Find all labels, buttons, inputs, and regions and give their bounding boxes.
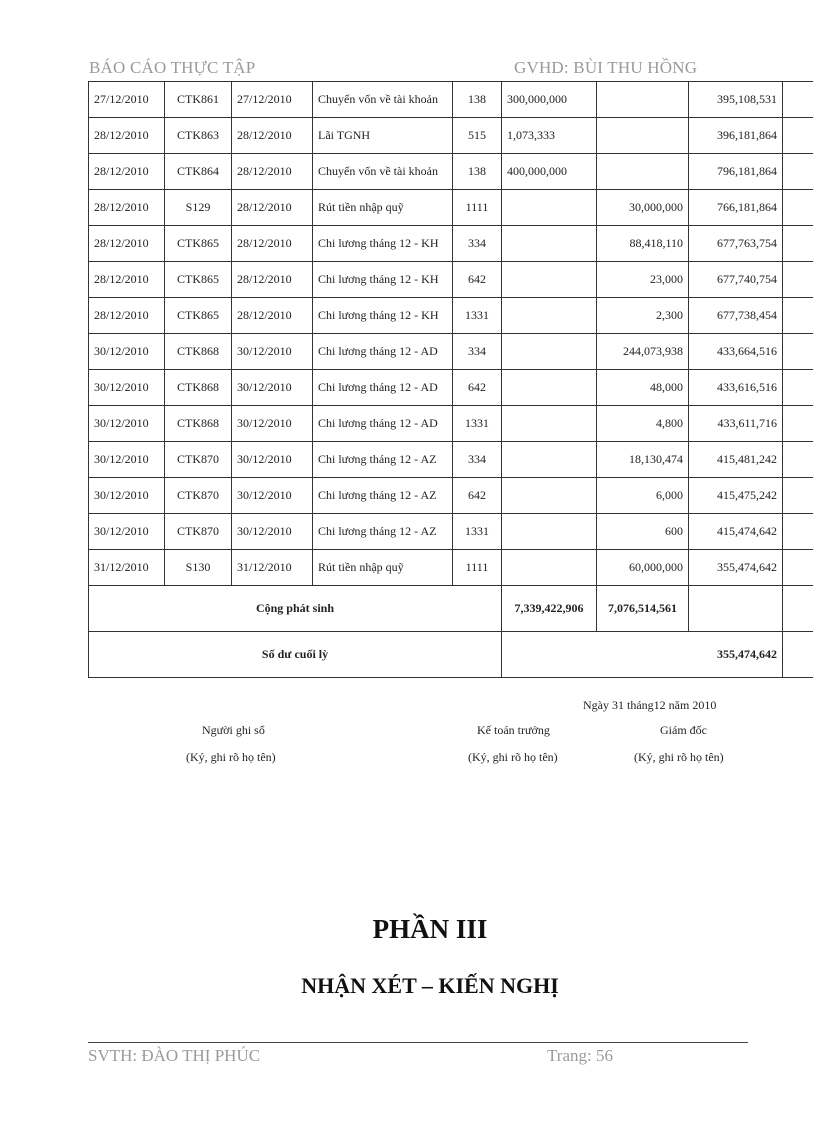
voucher-date: 30/12/2010: [232, 370, 313, 406]
counter-account: 1331: [453, 298, 502, 334]
voucher-date: 30/12/2010: [232, 514, 313, 550]
debit-amount: 1,073,333: [502, 118, 597, 154]
totals-label: Cộng phát sinh: [89, 586, 502, 632]
counter-account: 138: [453, 154, 502, 190]
footer-page-number: Trang: 56: [547, 1046, 613, 1065]
description: Chuyển vốn về tài khoản: [313, 154, 453, 190]
ledger-body: [89, 82, 813, 586]
extra-cell: [783, 118, 813, 154]
totals-balance: [689, 586, 783, 632]
header-report-title: BÁO CÁO THỰC TẬP: [89, 58, 256, 77]
entry-date: 30/12/2010: [89, 442, 165, 478]
chief-accountant-note: (Ký, ghi rõ họ tên): [468, 750, 558, 764]
voucher-number: CTK865: [165, 298, 232, 334]
debit-amount: [502, 226, 597, 262]
debit-amount: [502, 262, 597, 298]
chief-accountant-title: Kế toán trưởng: [477, 723, 550, 737]
extra-cell: [783, 442, 813, 478]
footer-student: SVTH: ĐÀO THỊ PHÚC: [88, 1046, 261, 1065]
entry-date: 28/12/2010: [89, 226, 165, 262]
entry-date: 28/12/2010: [89, 118, 165, 154]
extra-cell: [783, 298, 813, 334]
voucher-date: 28/12/2010: [232, 154, 313, 190]
voucher-number: CTK865: [165, 262, 232, 298]
credit-amount: 4,800: [597, 406, 689, 442]
voucher-number: CTK868: [165, 334, 232, 370]
entry-date: 28/12/2010: [89, 262, 165, 298]
recorder-title: Người ghi sổ: [202, 723, 265, 737]
entry-date: 30/12/2010: [89, 370, 165, 406]
signature-date: Ngày 31 tháng12 năm 2010: [583, 698, 717, 712]
debit-amount: [502, 406, 597, 442]
credit-amount: 2,300: [597, 298, 689, 334]
entry-date: 28/12/2010: [89, 298, 165, 334]
description: Rút tiền nhập quỹ: [313, 550, 453, 586]
balance-amount: 355,474,642: [689, 550, 783, 586]
extra-cell: [783, 154, 813, 190]
debit-amount: [502, 190, 597, 226]
ending-label: Số dư cuối lỳ: [89, 632, 502, 678]
entry-date: 27/12/2010: [89, 82, 165, 118]
table-row: [89, 298, 813, 334]
counter-account: 642: [453, 370, 502, 406]
voucher-date: 30/12/2010: [232, 334, 313, 370]
section-title: NHẬN XÉT – KIẾN NGHỊ: [301, 973, 559, 998]
ending-extra-cell: [783, 632, 813, 678]
description: Chi lương tháng 12 - KH: [313, 298, 453, 334]
totals-extra-cell: [783, 586, 813, 632]
debit-amount: [502, 478, 597, 514]
credit-amount: [597, 82, 689, 118]
voucher-date: 28/12/2010: [232, 118, 313, 154]
credit-amount: 6,000: [597, 478, 689, 514]
credit-amount: 244,073,938: [597, 334, 689, 370]
debit-amount: 300,000,000: [502, 82, 597, 118]
balance-amount: 415,481,242: [689, 442, 783, 478]
entry-date: 30/12/2010: [89, 406, 165, 442]
table-row: [89, 154, 813, 190]
footer-divider: [88, 1042, 748, 1043]
counter-account: 1111: [453, 190, 502, 226]
extra-cell: [783, 262, 813, 298]
extra-cell: [783, 478, 813, 514]
extra-cell: [783, 334, 813, 370]
balance-amount: 396,181,864: [689, 118, 783, 154]
section-part-heading: PHẦN III: [372, 914, 488, 944]
voucher-number: S130: [165, 550, 232, 586]
debit-amount: [502, 514, 597, 550]
counter-account: 1331: [453, 406, 502, 442]
description: Rút tiền nhập quỹ: [313, 190, 453, 226]
description: Lãi TGNH: [313, 118, 453, 154]
description: Chi lương tháng 12 - AD: [313, 406, 453, 442]
credit-amount: 18,130,474: [597, 442, 689, 478]
entry-date: 28/12/2010: [89, 190, 165, 226]
ending-balance-row: [89, 632, 813, 678]
director-note: (Ký, ghi rõ họ tên): [634, 750, 724, 764]
voucher-date: 30/12/2010: [232, 442, 313, 478]
counter-account: 1111: [453, 550, 502, 586]
ending-balance: 355,474,642: [502, 632, 783, 678]
ledger-table: [88, 81, 813, 678]
balance-amount: 433,616,516: [689, 370, 783, 406]
balance-amount: 766,181,864: [689, 190, 783, 226]
credit-amount: 600: [597, 514, 689, 550]
table-row: [89, 514, 813, 550]
voucher-number: CTK861: [165, 82, 232, 118]
table-row: [89, 118, 813, 154]
voucher-date: 27/12/2010: [232, 82, 313, 118]
director-title: Giám đốc: [660, 723, 707, 737]
counter-account: 334: [453, 226, 502, 262]
voucher-date: 30/12/2010: [232, 478, 313, 514]
voucher-date: 28/12/2010: [232, 298, 313, 334]
entry-date: 30/12/2010: [89, 334, 165, 370]
table-row: [89, 190, 813, 226]
voucher-number: CTK870: [165, 478, 232, 514]
counter-account: 138: [453, 82, 502, 118]
credit-amount: 60,000,000: [597, 550, 689, 586]
voucher-number: CTK863: [165, 118, 232, 154]
table-row: [89, 442, 813, 478]
table-row: [89, 370, 813, 406]
balance-amount: 796,181,864: [689, 154, 783, 190]
credit-amount: 88,418,110: [597, 226, 689, 262]
table-row: [89, 406, 813, 442]
extra-cell: [783, 406, 813, 442]
credit-amount: [597, 118, 689, 154]
table-row: [89, 82, 813, 118]
credit-amount: 30,000,000: [597, 190, 689, 226]
entry-date: 28/12/2010: [89, 154, 165, 190]
voucher-number: CTK870: [165, 442, 232, 478]
table-row: [89, 478, 813, 514]
description: Chuyển vốn về tài khoản: [313, 82, 453, 118]
debit-amount: [502, 442, 597, 478]
counter-account: 334: [453, 334, 502, 370]
debit-amount: 400,000,000: [502, 154, 597, 190]
balance-amount: 415,474,642: [689, 514, 783, 550]
totals-credit: 7,076,514,561: [597, 586, 689, 632]
description: Chi lương tháng 12 - AD: [313, 370, 453, 406]
extra-cell: [783, 190, 813, 226]
balance-amount: 433,664,516: [689, 334, 783, 370]
voucher-date: 30/12/2010: [232, 406, 313, 442]
counter-account: 1331: [453, 514, 502, 550]
voucher-date: 31/12/2010: [232, 550, 313, 586]
table-row: [89, 550, 813, 586]
voucher-number: CTK868: [165, 406, 232, 442]
table-row: [89, 334, 813, 370]
table-row: [89, 262, 813, 298]
extra-cell: [783, 82, 813, 118]
description: Chi lương tháng 12 - AZ: [313, 514, 453, 550]
balance-amount: 395,108,531: [689, 82, 783, 118]
extra-cell: [783, 226, 813, 262]
debit-amount: [502, 334, 597, 370]
entry-date: 30/12/2010: [89, 478, 165, 514]
balance-amount: 415,475,242: [689, 478, 783, 514]
description: Chi lương tháng 12 - KH: [313, 262, 453, 298]
description: Chi lương tháng 12 - AD: [313, 334, 453, 370]
credit-amount: [597, 154, 689, 190]
description: Chi lương tháng 12 - KH: [313, 226, 453, 262]
credit-amount: 48,000: [597, 370, 689, 406]
counter-account: 515: [453, 118, 502, 154]
totals-row: [89, 586, 813, 632]
description: Chi lương tháng 12 - AZ: [313, 478, 453, 514]
balance-amount: 677,738,454: [689, 298, 783, 334]
counter-account: 642: [453, 478, 502, 514]
voucher-date: 28/12/2010: [232, 226, 313, 262]
extra-cell: [783, 550, 813, 586]
voucher-number: CTK870: [165, 514, 232, 550]
header-supervisor: GVHD: BÙI THU HỒNG: [514, 58, 698, 77]
voucher-number: CTK864: [165, 154, 232, 190]
debit-amount: [502, 370, 597, 406]
entry-date: 31/12/2010: [89, 550, 165, 586]
totals-debit: 7,339,422,906: [502, 586, 597, 632]
extra-cell: [783, 370, 813, 406]
description: Chi lương tháng 12 - AZ: [313, 442, 453, 478]
balance-amount: 677,740,754: [689, 262, 783, 298]
entry-date: 30/12/2010: [89, 514, 165, 550]
voucher-date: 28/12/2010: [232, 262, 313, 298]
debit-amount: [502, 298, 597, 334]
counter-account: 642: [453, 262, 502, 298]
extra-cell: [783, 514, 813, 550]
table-row: [89, 226, 813, 262]
balance-amount: 433,611,716: [689, 406, 783, 442]
credit-amount: 23,000: [597, 262, 689, 298]
voucher-number: CTK865: [165, 226, 232, 262]
voucher-number: CTK868: [165, 370, 232, 406]
debit-amount: [502, 550, 597, 586]
voucher-date: 28/12/2010: [232, 190, 313, 226]
balance-amount: 677,763,754: [689, 226, 783, 262]
counter-account: 334: [453, 442, 502, 478]
voucher-number: S129: [165, 190, 232, 226]
recorder-note: (Ký, ghi rõ họ tên): [186, 750, 276, 764]
